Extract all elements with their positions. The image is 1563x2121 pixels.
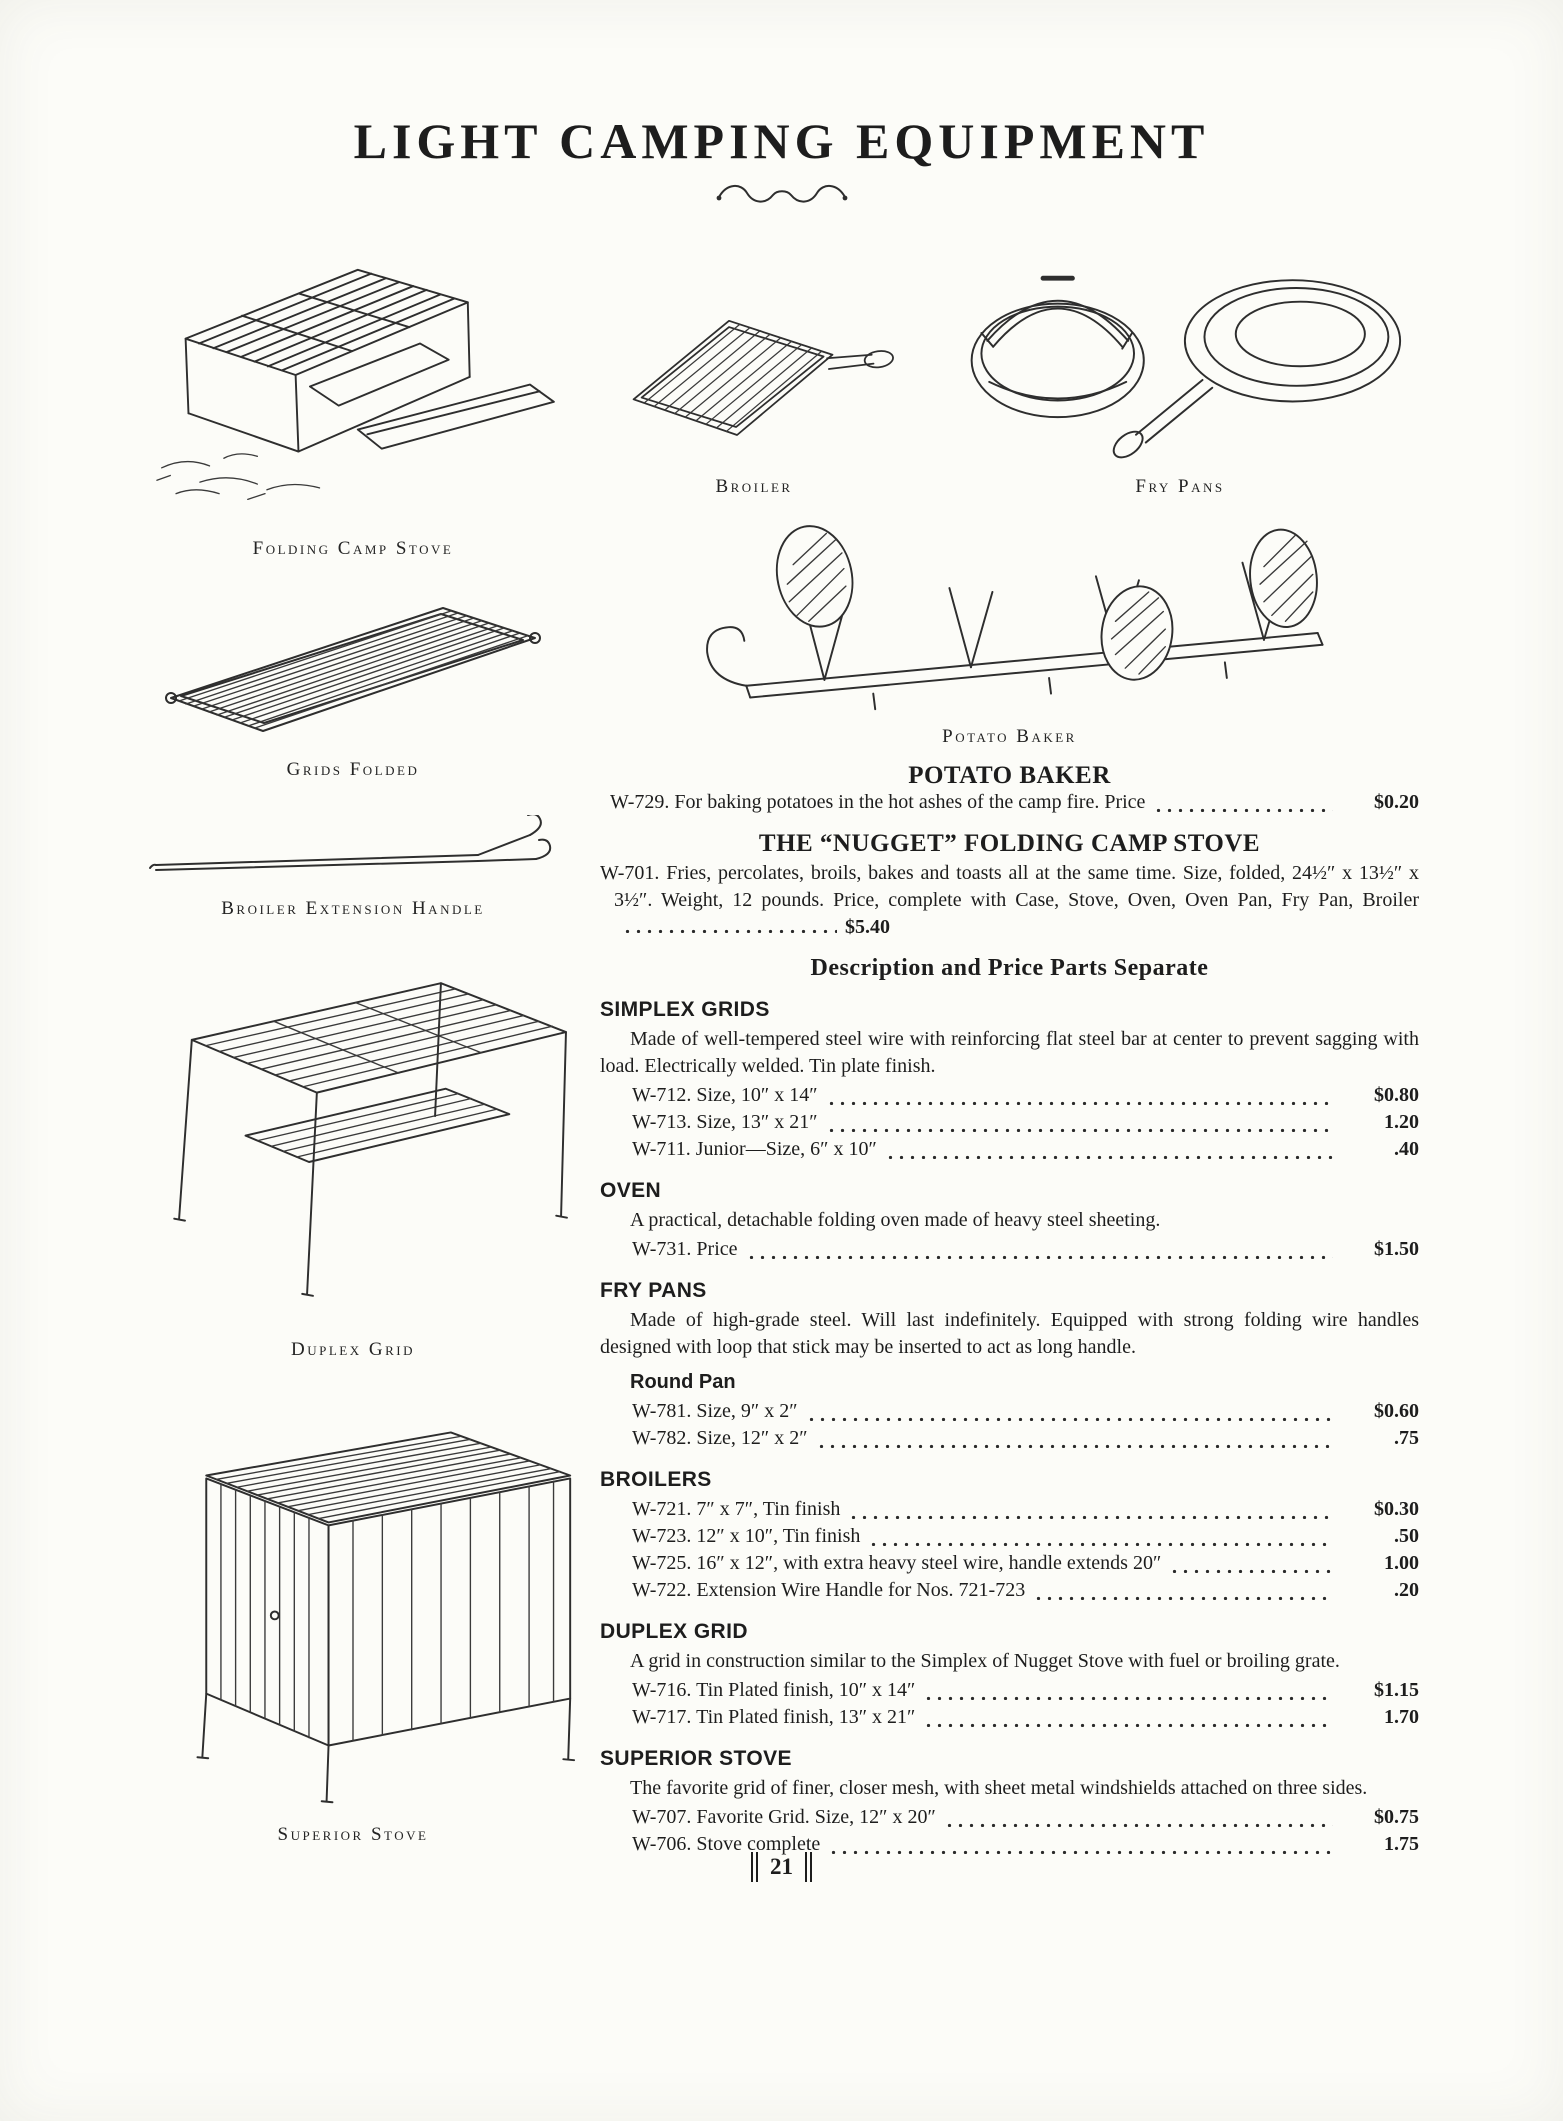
item-price: .40: [1394, 1138, 1419, 1160]
item-label: W-729. For baking potatoes in the hot ashes of the camp fire. Price: [610, 791, 1146, 813]
section-oven: [600, 1177, 1419, 1263]
folding-camp-stove-illustration: [133, 243, 573, 530]
section-description: The favorite grid of finer, closer mesh, with sheet metal windshields attached on three sides.: [630, 1777, 1368, 1799]
item-price: $1.15: [1374, 1679, 1419, 1701]
item-price: 1.00: [1384, 1552, 1419, 1574]
price-row: [600, 1550, 1419, 1577]
price-row: [600, 1804, 1419, 1831]
dot-leader: [1153, 805, 1333, 812]
item-label: W-717. Tin Plated finish, 13″ x 21″: [632, 1706, 916, 1728]
figure-superior-stove: [116, 1405, 590, 1846]
item-label: W-712. Size, 10″ x 14″: [632, 1084, 818, 1106]
dot-leader: [923, 1720, 1333, 1727]
section-heading: DUPLEX GRID: [600, 1620, 748, 1643]
item-price: $1.50: [1374, 1238, 1419, 1260]
item-label: W-706. Stove complete: [632, 1833, 821, 1855]
section-heading: THE “NUGGET” FOLDING CAMP STOVE: [758, 830, 1261, 857]
dot-leader: [944, 1820, 1333, 1827]
item-price: $0.30: [1374, 1498, 1419, 1520]
item-label: W-707. Favorite Grid. Size, 12″ x 20″: [632, 1806, 936, 1828]
price-row: [600, 1109, 1419, 1136]
item-price: $0.80: [1374, 1084, 1419, 1106]
flourish-icon: [707, 178, 857, 210]
illustration-column: [116, 243, 590, 1858]
page-content: [0, 243, 1563, 1858]
figure-caption: Folding Camp Stove: [252, 538, 454, 559]
dot-leader: [1169, 1566, 1333, 1573]
figure-potato-baker: [600, 508, 1419, 748]
dot-leader: [622, 926, 837, 933]
price-row: [600, 1496, 1419, 1523]
item-label: W-723. 12″ x 10″, Tin finish: [632, 1525, 861, 1547]
potato-baker-illustration: [670, 508, 1350, 718]
item-label: W-713. Size, 13″ x 21″: [632, 1111, 818, 1133]
item-price: $5.40: [845, 916, 890, 938]
paragraph-text: W-701. Fries, percolates, broils, bakes and toasts all at the same time. Size, folded, 24½″ x 13½″ x 3½″. Weight, 12 pounds. Price, complete with Case, Stove, Oven, Oven Pan, Fry Pan, Broiler: [600, 862, 1419, 911]
figure-caption: Duplex Grid: [291, 1339, 415, 1360]
item-price: .75: [1394, 1427, 1419, 1449]
section-heading: POTATO BAKER: [908, 762, 1111, 789]
price-row: [600, 1704, 1419, 1731]
price-row: [600, 1236, 1419, 1263]
item-label: W-731. Price: [632, 1238, 738, 1260]
item-price: 1.70: [1384, 1706, 1419, 1728]
figure-grids-folded: [116, 586, 590, 781]
figure-broiler-extension-handle: [116, 815, 590, 920]
item-price: .20: [1394, 1579, 1419, 1601]
dot-leader: [848, 1512, 1333, 1519]
superior-stove-illustration: [128, 1405, 578, 1816]
section-heading: OVEN: [600, 1179, 662, 1202]
dot-leader: [885, 1152, 1333, 1159]
section-description: Made of well-tempered steel wire with reinforcing flat steel bar at center to prevent sagging with load. Electrically welded. Tin plate finish.: [600, 1028, 1419, 1077]
price-row: [600, 1425, 1419, 1452]
item-label: W-781. Size, 9″ x 2″: [632, 1400, 798, 1422]
section-heading: FRY PANS: [600, 1279, 707, 1302]
fry-pans-illustration: [945, 243, 1415, 468]
item-label: W-725. 16″ x 12″, with extra heavy steel wire, handle extends 20″: [632, 1552, 1162, 1574]
grids-folded-illustration: [143, 586, 563, 751]
dot-leader: [868, 1539, 1333, 1546]
section-heading: SIMPLEX GRIDS: [600, 998, 770, 1021]
figure-fry-pans: [945, 243, 1415, 498]
price-row: [600, 1577, 1419, 1604]
dot-leader: [826, 1125, 1333, 1132]
item-price: 1.20: [1384, 1111, 1419, 1133]
figure-caption: Broiler: [715, 476, 793, 497]
broiler-illustration: [604, 303, 904, 468]
page-number-area: [0, 1852, 1563, 1882]
figure-broiler: [604, 303, 904, 498]
section-description: A grid in construction similar to the Simplex of Nugget Stove with fuel or broiling grate.: [630, 1650, 1340, 1672]
price-row: [600, 1677, 1419, 1704]
figure-caption: Grids Folded: [286, 759, 420, 780]
section-fry-pans: [600, 1277, 1419, 1452]
item-price: $0.20: [1374, 791, 1419, 813]
price-row: [600, 1398, 1419, 1425]
parts-separate-heading: Description and Price Parts Separate: [810, 955, 1209, 981]
price-row: [600, 789, 1419, 816]
broiler-extension-handle-illustration: [138, 815, 568, 890]
figure-caption: Fry Pans: [1135, 476, 1225, 497]
figure-caption: Potato Baker: [942, 726, 1077, 747]
section-superior-stove: [600, 1745, 1419, 1858]
item-price: 1.75: [1384, 1833, 1419, 1855]
item-label: W-711. Junior—Size, 6″ x 10″: [632, 1138, 877, 1160]
section-description: A practical, detachable folding oven made of heavy steel sheeting.: [630, 1209, 1161, 1231]
item-label: W-782. Size, 12″ x 2″: [632, 1427, 808, 1449]
section-broilers: [600, 1466, 1419, 1604]
section-potato-baker: [600, 762, 1419, 816]
section-simplex-grids: [600, 996, 1419, 1163]
page-title: LIGHT CAMPING EQUIPMENT: [353, 113, 1210, 169]
price-row: [600, 1136, 1419, 1163]
price-row: [600, 1523, 1419, 1550]
section-description: Made of high-grade steel. Will last indefinitely. Equipped with strong folding wire handles designed with loop that stick may be inserted to act as long handle.: [600, 1309, 1419, 1358]
item-price: $0.60: [1374, 1400, 1419, 1422]
top-figure-row: [600, 243, 1419, 498]
dot-leader: [746, 1252, 1333, 1259]
dot-leader: [816, 1441, 1333, 1448]
section-nugget-stove: [600, 830, 1419, 941]
section-paragraph: [600, 860, 1419, 941]
section-heading: BROILERS: [600, 1468, 712, 1491]
dot-leader: [1033, 1593, 1333, 1600]
figure-duplex-grid: [116, 950, 590, 1361]
price-row: [600, 1082, 1419, 1109]
subsection-heading: Round Pan: [630, 1371, 736, 1393]
item-price: .50: [1394, 1525, 1419, 1547]
ornament-flourish: [0, 178, 1563, 215]
figure-caption: Superior Stove: [277, 1824, 429, 1845]
page-number: 21: [751, 1852, 812, 1882]
item-label: W-716. Tin Plated finish, 10″ x 14″: [632, 1679, 916, 1701]
figure-folding-camp-stove: [116, 243, 590, 560]
item-label: W-721. 7″ x 7″, Tin finish: [632, 1498, 841, 1520]
figure-caption: Broiler Extension Handle: [221, 898, 485, 919]
item-label: W-722. Extension Wire Handle for Nos. 721-723: [632, 1579, 1026, 1601]
dot-leader: [806, 1414, 1333, 1421]
item-price: $0.75: [1374, 1806, 1419, 1828]
dot-leader: [923, 1693, 1333, 1700]
dot-leader: [826, 1098, 1333, 1105]
duplex-grid-illustration: [128, 950, 578, 1331]
section-heading: SUPERIOR STOVE: [600, 1747, 792, 1770]
section-duplex-grid: [600, 1618, 1419, 1731]
text-column: [590, 243, 1459, 1858]
